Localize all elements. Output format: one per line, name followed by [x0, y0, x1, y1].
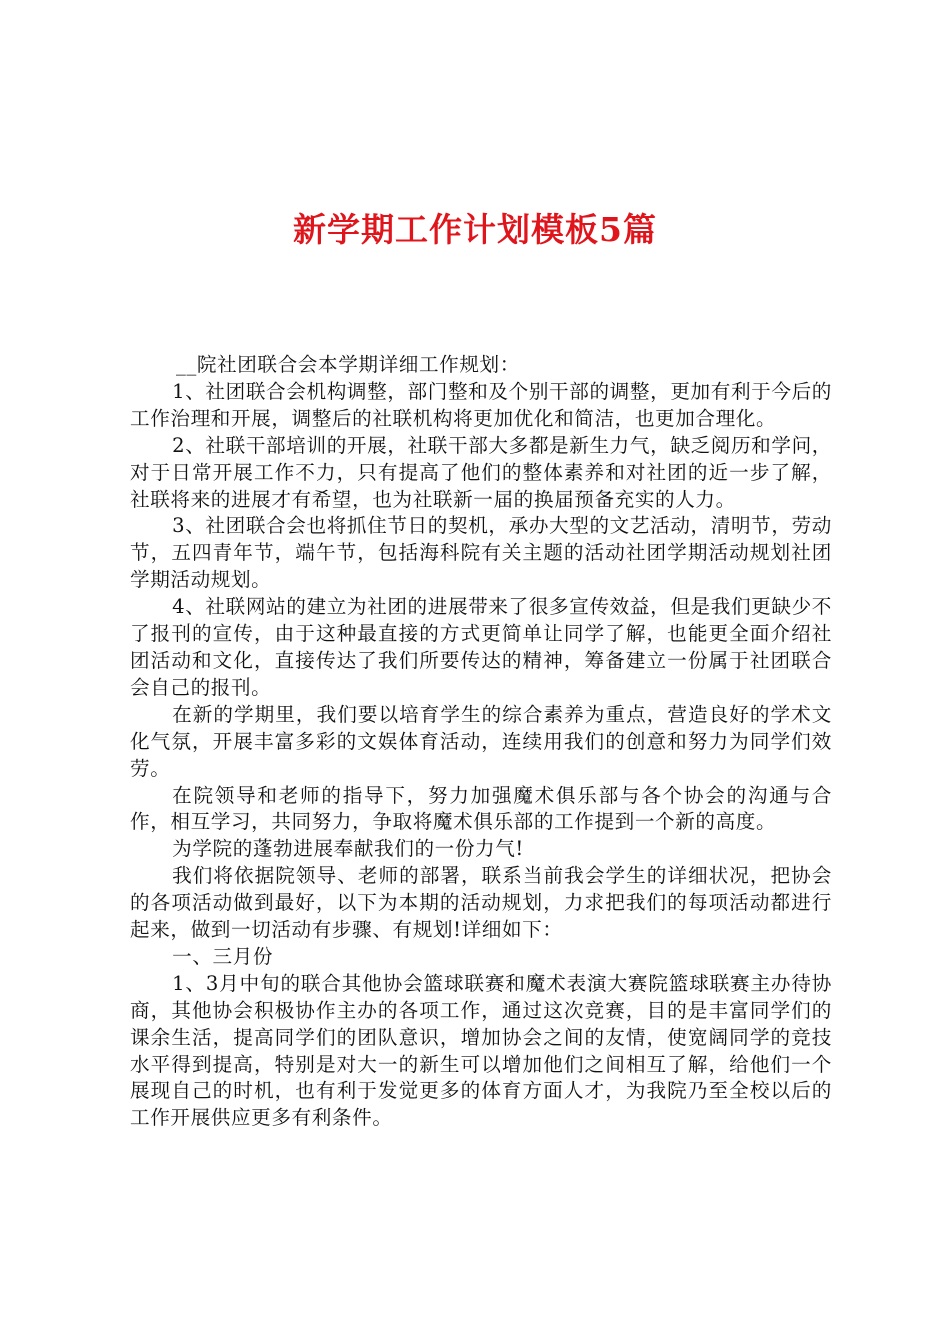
paragraph-plan-overview: 我们将依据院领导、老师的部署，联系当前我会学生的详细状况，把协会的各项活动做到最好，以下为本期的活动规划，力求把我们的每项活动都进行起来，做到一切活动有步骤、有规划!详细如下： [130, 864, 832, 942]
paragraph-item-4: 4、社联网站的建立为社团的进展带来了很多宣传效益，但是我们更缺少不了报刊的宣传，由于这种最直接的方式更简单让同学了解，也能更全面介绍社团活动和文化，直接传达了我们所要传达的精神，筹备建立一份属于社团联合会自己的报刊。 [130, 595, 832, 699]
paragraph-item-1: 1、社团联合会机构调整，部门整和及个别干部的调整，更加有利于今后的工作治理和开展，调整后的社联机构将更加优化和简洁，也更加合理化。 [130, 379, 832, 430]
paragraph-contribution: 为学院的蓬勃进展奉献我们的一份力气! [172, 837, 524, 861]
section-heading-march: 一、三月份 [172, 944, 274, 968]
document-body [130, 352, 832, 1132]
paragraph-new-semester: 在新的学期里，我们要以培育学生的综合素养为重点，营造良好的学术文化气氛，开展丰富多彩的文娱体育活动，连续用我们的创意和努力为同学们效劳。 [130, 702, 832, 780]
document-title: 新学期工作计划模板5篇 [293, 210, 657, 249]
paragraph-guidance: 在院领导和老师的指导下，努力加强魔术俱乐部与各个协会的沟通与合作，相互学习，共同努力，争取将魔术俱乐部的工作提到一个新的高度。 [130, 783, 832, 834]
paragraph-item-2: 2、社联干部培训的开展，社联干部大多都是新生力气，缺乏阅历和学问，对于日常开展工作不力，只有提高了他们的整体素养和对社团的近一步了解，社联将来的进展才有希望，也为社联新一届的换届预备充实的人力。 [130, 433, 832, 511]
intro-paragraph: __院社团联合会本学期详细工作规划： [176, 353, 520, 376]
paragraph-item-3: 3、社团联合会也将抓住节日的契机，承办大型的文艺活动，清明节，劳动节，五四青年节，端午节，包括海科院有关主题的活动社团学期活动规划社团学期活动规划。 [130, 514, 832, 592]
paragraph-march-item-1: 1、3月中旬的联合其他协会篮球联赛和魔术表演大赛院篮球联赛主办待协商，其他协会积极协作主办的各项工作，通过这次竞赛，目的是丰富同学们的课余生活，提高同学们的团队意识，增加协会之间的友情，使宽阔同学的竞技水平得到提高，特别是对大一的新生可以增加他们之间相互了解，给他们一个展现自己的时机，也有利于发觉更多的体育方面人才，为我院乃至全校以后的工作开展供应更多有利条件。 [130, 971, 832, 1130]
